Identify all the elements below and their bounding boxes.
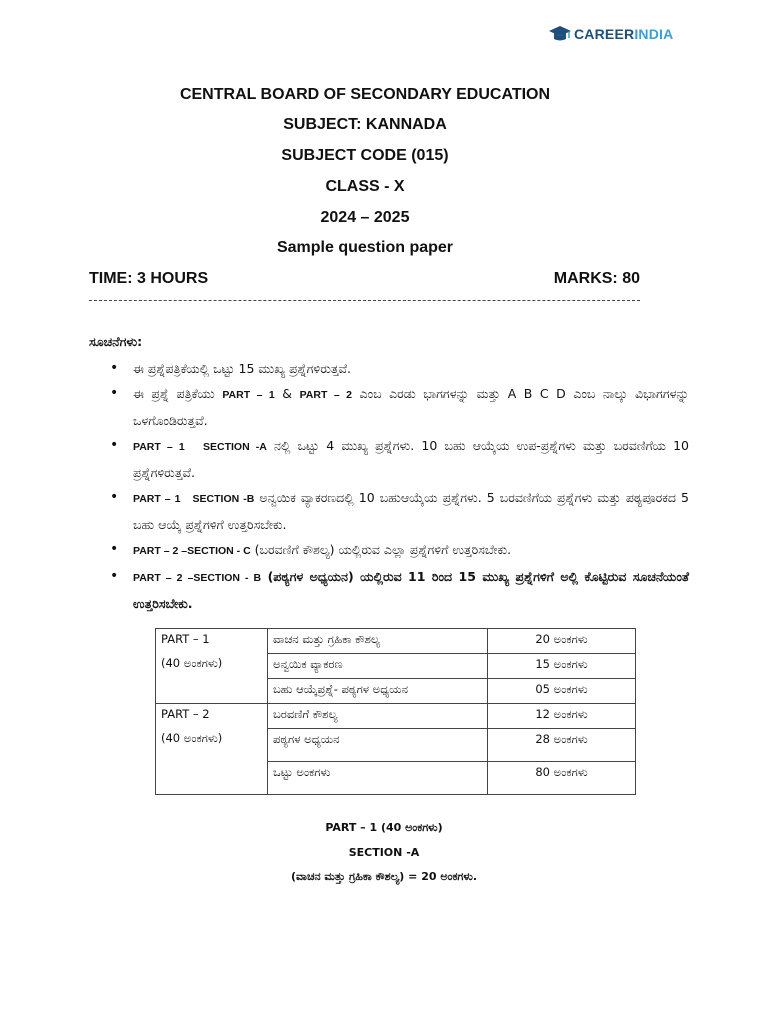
table-row — [156, 704, 636, 729]
board-title: CENTRAL BOARD OF SECONDARY EDUCATION — [179, 86, 551, 103]
marks-cell: 12 ಅಂಕಗಳು — [488, 704, 636, 729]
topic-cell: ಒಟ್ಟು ಅಂಕಗಳು — [268, 762, 488, 795]
part-heading: PART – 1 (40 ಅಂಕಗಳು) — [325, 821, 443, 834]
marks-cell: 28 ಅಂಕಗಳು — [488, 729, 636, 762]
careerindia-logo — [548, 22, 673, 46]
topic-cell: ವಾಚನ ಮತ್ತು ಗ್ರಹಿಕಾ ಕೌಶಲ್ಯ — [268, 629, 488, 654]
year-title: 2024 – 2025 — [320, 209, 410, 226]
instruction-item: • ಈ ಪ್ರಶ್ನೆ ಪತ್ರಿಕೆಯು PART – 1 & PART – 2 ಎಂಬ ಎರಡು ಭಾಗಗಳನ್ನು ಮತ್ತು A B C D ಎಂಬ ನಾಲ್ಕು ವಿಭಾಗಗಳನ್ನು ಒಳಗೊಂಡಿರುತ್ತವೆ. — [133, 381, 689, 433]
table-row — [156, 629, 636, 654]
paper-title: Sample question paper — [276, 239, 454, 256]
marks-cell: 15 ಅಂಕಗಳು — [488, 654, 636, 679]
instruction-item: • ಈ ಪ್ರಶ್ನೆಪತ್ರಿಕೆಯಲ್ಲಿ ಒಟ್ಟು 15 ಮುಖ್ಯ ಪ್ರಶ್ನೆಗಳಿರುತ್ತವೆ. — [133, 356, 689, 381]
marks-label: MARKS: 80 — [553, 270, 640, 287]
dashed-divider — [89, 300, 640, 301]
marks-cell: 20 ಅಂಕಗಳು — [488, 629, 636, 654]
instruction-item: • PART – 2 –SECTION - C (ಬರವಣಿಗೆ ಕೌಶಲ್ಯ) ಯಲ್ಲಿರುವ ಎಲ್ಲಾ ಪ್ರಶ್ನೆಗಳಿಗೆ ಉತ್ತರಿಸಬೇಕು. — [133, 537, 689, 564]
topic-cell: ಅನ್ವಯಿಕ ವ್ಯಾಕರಣ — [268, 654, 488, 679]
instructions-list — [89, 356, 689, 616]
time-marks-row — [89, 270, 640, 288]
instructions-heading: ಸೂಚನೆಗಳು: — [89, 334, 143, 349]
instruction-item: • PART – 2 –SECTION - B (ಪಠ್ಯಗಳ ಅಧ್ಯಯನ) ಯಲ್ಲಿರುವ 11 ರಿಂದ 15 ಮುಖ್ಯ ಪ್ರಶ್ನೆಗಳಿಗೆ ಅಲ್ಲಿ ಕೊಟ್ಟಿರುವ ಸೂಚನೆಯಂತೆ ಉತ್ತರಿಸಬೇಕು. — [133, 564, 689, 616]
topic-cell: ಪಠ್ಯಗಳ ಅಧ್ಯಯನ — [268, 729, 488, 762]
topic-cell: ಬರವಣಿಗೆ ಕೌಶಲ್ಯ — [268, 704, 488, 729]
section-topic-heading: (ವಾಚನ ಮತ್ತು ಗ್ರಹಿಕಾ ಕೌಶಲ್ಯ) = 20 ಅಂಕಗಳು. — [290, 870, 478, 883]
part-2-cell: PART – 2 (40 ಅಂಕಗಳು) — [156, 704, 268, 795]
graduation-cap-icon — [548, 22, 572, 46]
time-label: TIME: 3 HOURS — [89, 270, 209, 287]
marks-distribution-table — [155, 628, 636, 795]
instruction-item: • PART – 1 SECTION -B ಅನ್ವಯಿಕ ವ್ಯಾಕರಣದಲ್ಲಿ 10 ಬಹುಆಯ್ಕೆಯ ಪ್ರಶ್ನೆಗಳು. 5 ಬರವಣಿಗೆಯ ಪ್ರಶ್ನೆಗಳು ಮತ್ತು ಪಠ್ಯಪೂರಕದ 5 ಬಹು ಆಯ್ಕೆ ಪ್ರಶ್ನೆಗಳಿಗೆ ಉತ್ತರಿಸಬೇಕು. — [133, 485, 689, 537]
topic-cell: ಬಹು ಆಯ್ಕೆಪ್ರಶ್ನೆ- ಪಠ್ಯಗಳ ಅಧ್ಯಯನ — [268, 679, 488, 704]
part-1-cell: PART – 1 (40 ಅಂಕಗಳು) — [156, 629, 268, 704]
subject-code: SUBJECT CODE (015) — [281, 147, 449, 164]
marks-cell: 80 ಅಂಕಗಳು — [488, 762, 636, 795]
subject-title: SUBJECT: KANNADA — [283, 116, 447, 133]
instruction-item: • PART – 1 SECTION -A ನಲ್ಲಿ ಒಟ್ಟು 4 ಮುಖ್ಯ ಪ್ರಶ್ನೆಗಳು. 10 ಬಹು ಆಯ್ಕೆಯ ಉಪ-ಪ್ರಶ್ನೆಗಳು ಮತ್ತು ಬರವಣಿಗೆಯ 10 ಪ್ರಶ್ನೆಗಳಿರುತ್ತವೆ. — [133, 433, 689, 485]
marks-cell: 05 ಅಂಕಗಳು — [488, 679, 636, 704]
logo-text: CAREERINDIA — [574, 26, 674, 42]
class-title: CLASS - X — [325, 178, 405, 195]
section-heading: SECTION -A — [348, 846, 420, 859]
